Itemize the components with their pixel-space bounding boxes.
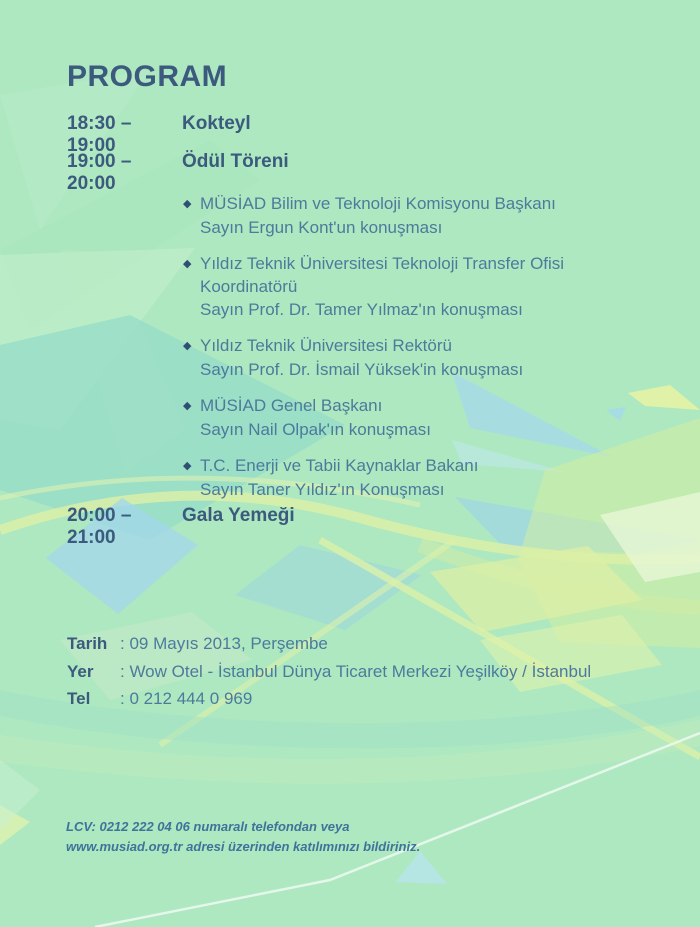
- diamond-bullet-icon: ◆: [183, 400, 192, 412]
- speech-role: Yıldız Teknik Üniversitesi Rektörü: [200, 336, 452, 355]
- detail-value: : Wow Otel - İstanbul Dünya Ticaret Merkezi Yeşilköy / İstanbul: [120, 661, 592, 681]
- speech-item: [183, 334, 663, 381]
- speech-speaker: Sayın Prof. Dr. Tamer Yılmaz'ın konuşması: [200, 300, 523, 319]
- diamond-bullet-icon: ◆: [183, 460, 192, 472]
- schedule-time: 18:30 – 19:00: [67, 113, 132, 156]
- event-details: [67, 630, 591, 713]
- speech-role: MÜSİAD Bilim ve Teknoloji Komisyonu Başkanı: [200, 194, 556, 213]
- diamond-bullet-icon: ◆: [183, 340, 192, 352]
- detail-label: Tarih: [67, 634, 108, 653]
- detail-row-tel: [67, 685, 591, 713]
- detail-row-tarih: [67, 630, 591, 658]
- schedule-label: Kokteyl: [182, 113, 251, 134]
- detail-label: Yer: [67, 661, 94, 681]
- speech-role: T.C. Enerji ve Tabii Kaynaklar Bakanı: [200, 456, 479, 475]
- speech-item: [183, 394, 663, 441]
- rsvp-footer: [66, 817, 420, 857]
- schedule-time: 19:00 – 20:00: [67, 151, 132, 194]
- diamond-bullet-icon: ◆: [183, 258, 192, 270]
- speech-speaker: Sayın Taner Yıldız'ın Konuşması: [200, 480, 445, 499]
- rsvp-line-1: LCV: 0212 222 04 06 numaralı telefondan veya: [66, 819, 350, 834]
- detail-value: : 0 212 444 0 969: [120, 689, 253, 708]
- diamond-bullet-icon: ◆: [183, 198, 192, 210]
- speech-item: [183, 192, 663, 239]
- detail-value: : 09 Mayıs 2013, Perşembe: [120, 634, 328, 653]
- detail-label: Tel: [67, 689, 91, 708]
- speech-speaker: Sayın Nail Olpak'ın konuşması: [200, 420, 431, 439]
- schedule-label: Gala Yemeği: [182, 505, 295, 526]
- detail-row-yer: [67, 658, 591, 686]
- speech-item: [183, 252, 663, 321]
- speech-role: MÜSİAD Genel Başkanı: [200, 396, 383, 415]
- speech-role: Yıldız Teknik Üniversitesi Teknoloji Transfer Ofisi Koordinatörü: [200, 254, 565, 296]
- schedule-row-odul-toreni: [67, 151, 289, 195]
- speech-speaker: Sayın Prof. Dr. İsmail Yüksek'in konuşması: [200, 360, 524, 379]
- rsvp-line-2: www.musiad.org.tr adresi üzerinden katılımınızı bildiriniz.: [66, 839, 421, 854]
- speech-item: [183, 454, 663, 501]
- speech-list: [183, 192, 663, 514]
- schedule-label: Ödül Töreni: [182, 151, 289, 172]
- schedule-time: 20:00 – 21:00: [67, 505, 132, 548]
- page-title: PROGRAM: [67, 60, 228, 93]
- schedule-row-gala-yemegi: [67, 505, 295, 549]
- speech-speaker: Sayın Ergun Kont'un konuşması: [200, 218, 443, 237]
